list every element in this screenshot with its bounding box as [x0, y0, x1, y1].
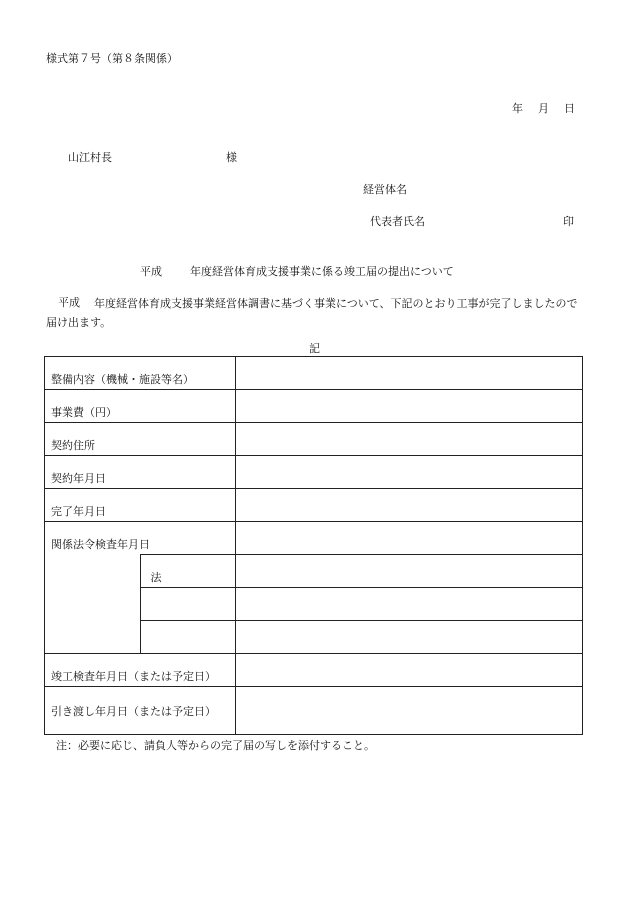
value-cell-equipment[interactable]: [236, 357, 583, 390]
date-day-label: 日: [564, 102, 575, 115]
table-row: [45, 621, 583, 654]
table-row: [45, 522, 583, 555]
row-label-regulation-inspection-date: 関係法令検査年月日: [51, 538, 150, 551]
table-row: [45, 588, 583, 621]
table-row: [45, 489, 583, 522]
row-label-law: 法: [150, 571, 162, 584]
value-cell-regulation-inspection-date[interactable]: [236, 522, 583, 555]
value-cell-project-cost[interactable]: [236, 390, 583, 423]
value-cell-contract-address[interactable]: [236, 423, 583, 456]
value-cell-contract-date[interactable]: [236, 456, 583, 489]
row-label-contract-address: 契約住所: [51, 439, 95, 452]
table-row: [45, 654, 583, 687]
value-cell-completion-date[interactable]: [236, 489, 583, 522]
form-number: 様式第７号（第８条関係）: [46, 52, 178, 65]
row-label-project-cost: 事業費（円）: [51, 406, 117, 419]
value-cell-completion-inspection-date[interactable]: [236, 654, 583, 687]
date-year-label: 年: [512, 102, 523, 115]
row-label-completion-inspection-date: 竣工検査年月日（または予定日）: [51, 670, 216, 683]
addressee: 山江村長: [68, 151, 112, 164]
body-text: 年度経営体育成支援事業経営体調書に基づく事業について、下記のとおり工事が完了しましたので届け出ます。: [46, 297, 578, 329]
table-row: [45, 555, 583, 588]
footnote: 注：必要に応じ、請負人等からの完了届の写しを添付すること。: [56, 739, 375, 752]
table-row: [45, 687, 583, 735]
operator-name-label: 経営体名: [363, 183, 407, 196]
date-month-label: 月: [538, 102, 549, 115]
table-row: [45, 423, 583, 456]
body-era: 平成: [58, 296, 80, 309]
value-cell-sub-2[interactable]: [236, 588, 583, 621]
ki-heading: 記: [309, 342, 320, 355]
table-row: [45, 357, 583, 390]
completion-report-table: [44, 356, 583, 735]
representative-name-label: 代表者氏名: [370, 215, 425, 228]
title-era: 平成: [140, 265, 162, 278]
row-label-equipment: 整備内容（機械・施設等名）: [51, 373, 194, 386]
row-label-handover-date: 引き渡し年月日（または予定日）: [51, 704, 216, 718]
row-label-completion-date: 完了年月日: [51, 505, 106, 518]
table-row: [45, 390, 583, 423]
sub-label-cell-3[interactable]: [140, 621, 236, 654]
table-row: [45, 456, 583, 489]
document-title: 年度経営体育成支援事業に係る竣工届の提出について: [190, 265, 454, 278]
value-cell-handover-date[interactable]: [236, 687, 583, 735]
value-cell-sub-3[interactable]: [236, 621, 583, 654]
value-cell-law[interactable]: [236, 555, 583, 588]
addressee-suffix: 様: [226, 151, 237, 164]
row-label-contract-date: 契約年月日: [51, 472, 106, 485]
sub-label-cell-2[interactable]: [140, 588, 236, 621]
seal-mark: 印: [563, 215, 574, 228]
